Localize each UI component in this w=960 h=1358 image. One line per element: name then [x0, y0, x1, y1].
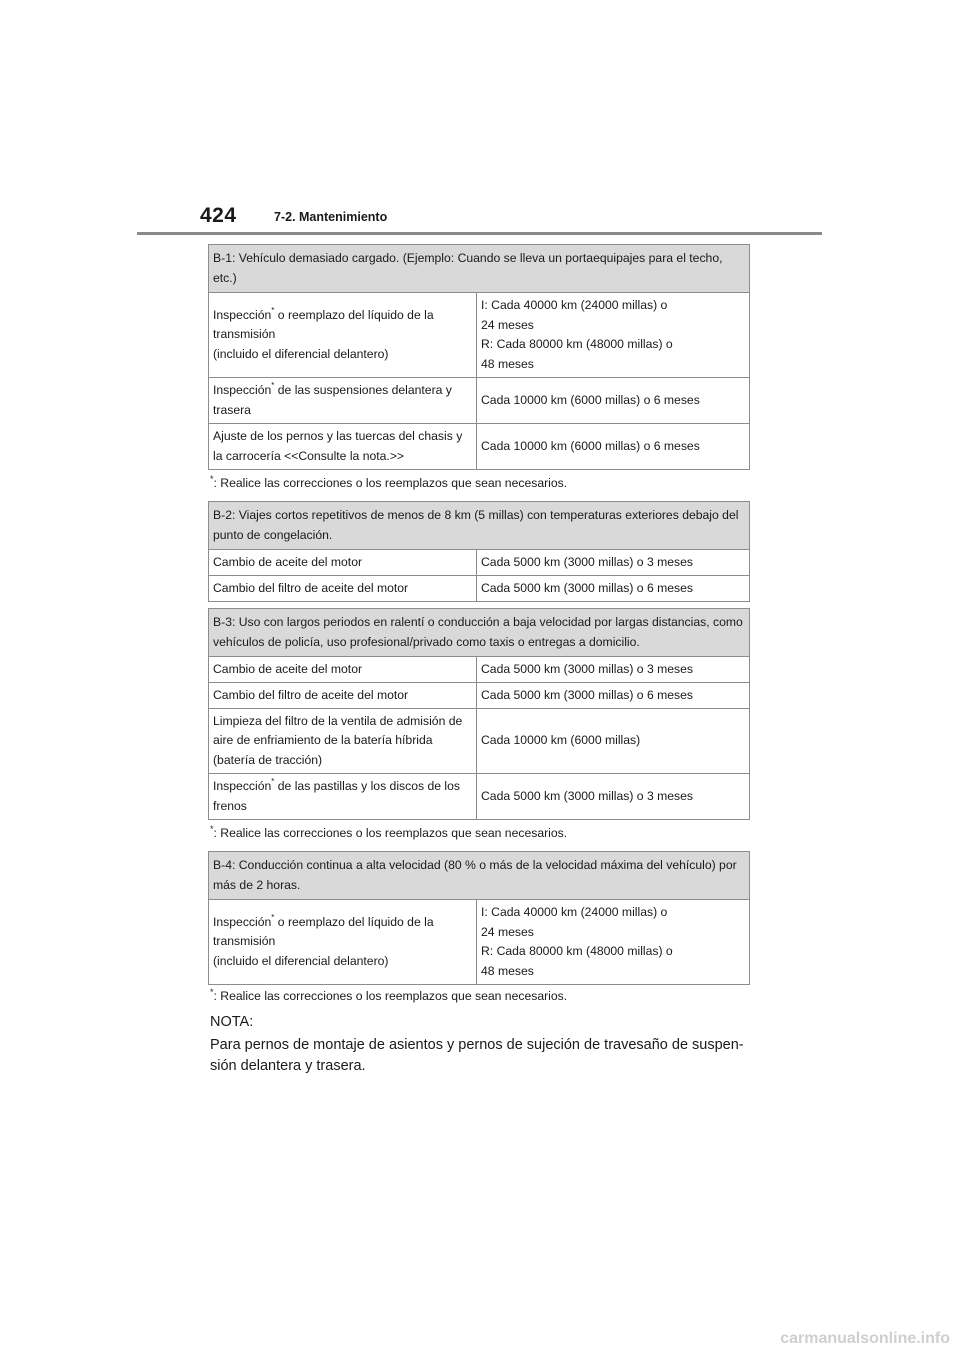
- table-b1: [208, 244, 750, 470]
- item-cell: Ajuste de los pernos y las tuercas del chasis y la carrocería <<Consulte la nota.>>: [209, 424, 477, 470]
- table-header: B-1: Vehículo demasiado cargado. (Ejemplo: Cuando se lleva un portaequipajes para el techo, etc.): [209, 245, 750, 293]
- table-row: [209, 774, 750, 820]
- item-cell: Cambio de aceite del motor: [209, 657, 477, 683]
- table-row: [209, 709, 750, 774]
- table-header: B-4: Conducción continua a alta velocidad (80 % o más de la velocidad máxima del vehículo) por más de 2 horas.: [209, 852, 750, 900]
- table-row: [209, 424, 750, 470]
- footnote: *: Realice las correcciones o los reemplazos que sean necesarios.: [210, 987, 568, 1003]
- footnote: *: Realice las correcciones o los reemplazos que sean necesarios.: [210, 474, 568, 490]
- item-cell: Cambio del filtro de aceite del motor: [209, 576, 477, 602]
- interval-cell: I: Cada 40000 km (24000 millas) o 24 meses R: Cada 80000 km (48000 millas) o 48 meses: [477, 293, 750, 378]
- interval-cell: I: Cada 40000 km (24000 millas) o 24 meses R: Cada 80000 km (48000 millas) o 48 meses: [477, 900, 750, 985]
- watermark: carmanualsonline.info: [780, 1330, 950, 1347]
- table-header: B-3: Uso con largos periodos en ralentí o conducción a baja velocidad por largas distancias, como vehículos de policía, uso profesional/privado como taxis o entregas a domicilio.: [209, 609, 750, 657]
- interval-cell: Cada 10000 km (6000 millas) o 6 meses: [477, 424, 750, 470]
- table-row: [209, 683, 750, 709]
- table-header: B-2: Viajes cortos repetitivos de menos de 8 km (5 millas) con temperaturas exteriores debajo del punto de congelación.: [209, 502, 750, 550]
- table-row: [209, 378, 750, 424]
- item-cell: Inspección* o reemplazo del líquido de la transmisión (incluido el diferencial delantero): [209, 293, 477, 378]
- table-b2: [208, 501, 750, 602]
- table-row: [209, 657, 750, 683]
- interval-cell: Cada 5000 km (3000 millas) o 6 meses: [477, 576, 750, 602]
- table-b3: [208, 608, 750, 820]
- item-cell: Cambio de aceite del motor: [209, 550, 477, 576]
- table-row: [209, 900, 750, 985]
- table-row: [209, 550, 750, 576]
- item-cell: Inspección* o reemplazo del líquido de la transmisión (incluido el diferencial delantero): [209, 900, 477, 985]
- header-rule: [137, 232, 822, 235]
- footnote: *: Realice las correcciones o los reemplazos que sean necesarios.: [210, 824, 568, 840]
- item-cell: Inspección* de las pastillas y los discos de los frenos: [209, 774, 477, 820]
- note-text: Para pernos de montaje de asientos y pernos de sujeción de travesaño de suspen-sión delantera y trasera.: [210, 1037, 744, 1074]
- interval-cell: Cada 5000 km (3000 millas) o 3 meses: [477, 550, 750, 576]
- item-cell: Limpieza del filtro de la ventila de admisión de aire de enfriamiento de la batería híbrida (batería de tracción): [209, 709, 477, 774]
- interval-cell: Cada 5000 km (3000 millas) o 3 meses: [477, 657, 750, 683]
- section-title: 7-2. Mantenimiento: [274, 210, 388, 224]
- item-cell: Inspección* de las suspensiones delantera y trasera: [209, 378, 477, 424]
- page-number: 424: [200, 204, 237, 227]
- interval-cell: Cada 10000 km (6000 millas) o 6 meses: [477, 378, 750, 424]
- item-cell: Cambio del filtro de aceite del motor: [209, 683, 477, 709]
- page-header: [200, 204, 820, 234]
- table-b4: [208, 851, 750, 985]
- interval-cell: Cada 10000 km (6000 millas): [477, 709, 750, 774]
- note-label: NOTA:: [210, 1014, 254, 1030]
- table-row: [209, 576, 750, 602]
- interval-cell: Cada 5000 km (3000 millas) o 6 meses: [477, 683, 750, 709]
- interval-cell: Cada 5000 km (3000 millas) o 3 meses: [477, 774, 750, 820]
- table-row: [209, 293, 750, 378]
